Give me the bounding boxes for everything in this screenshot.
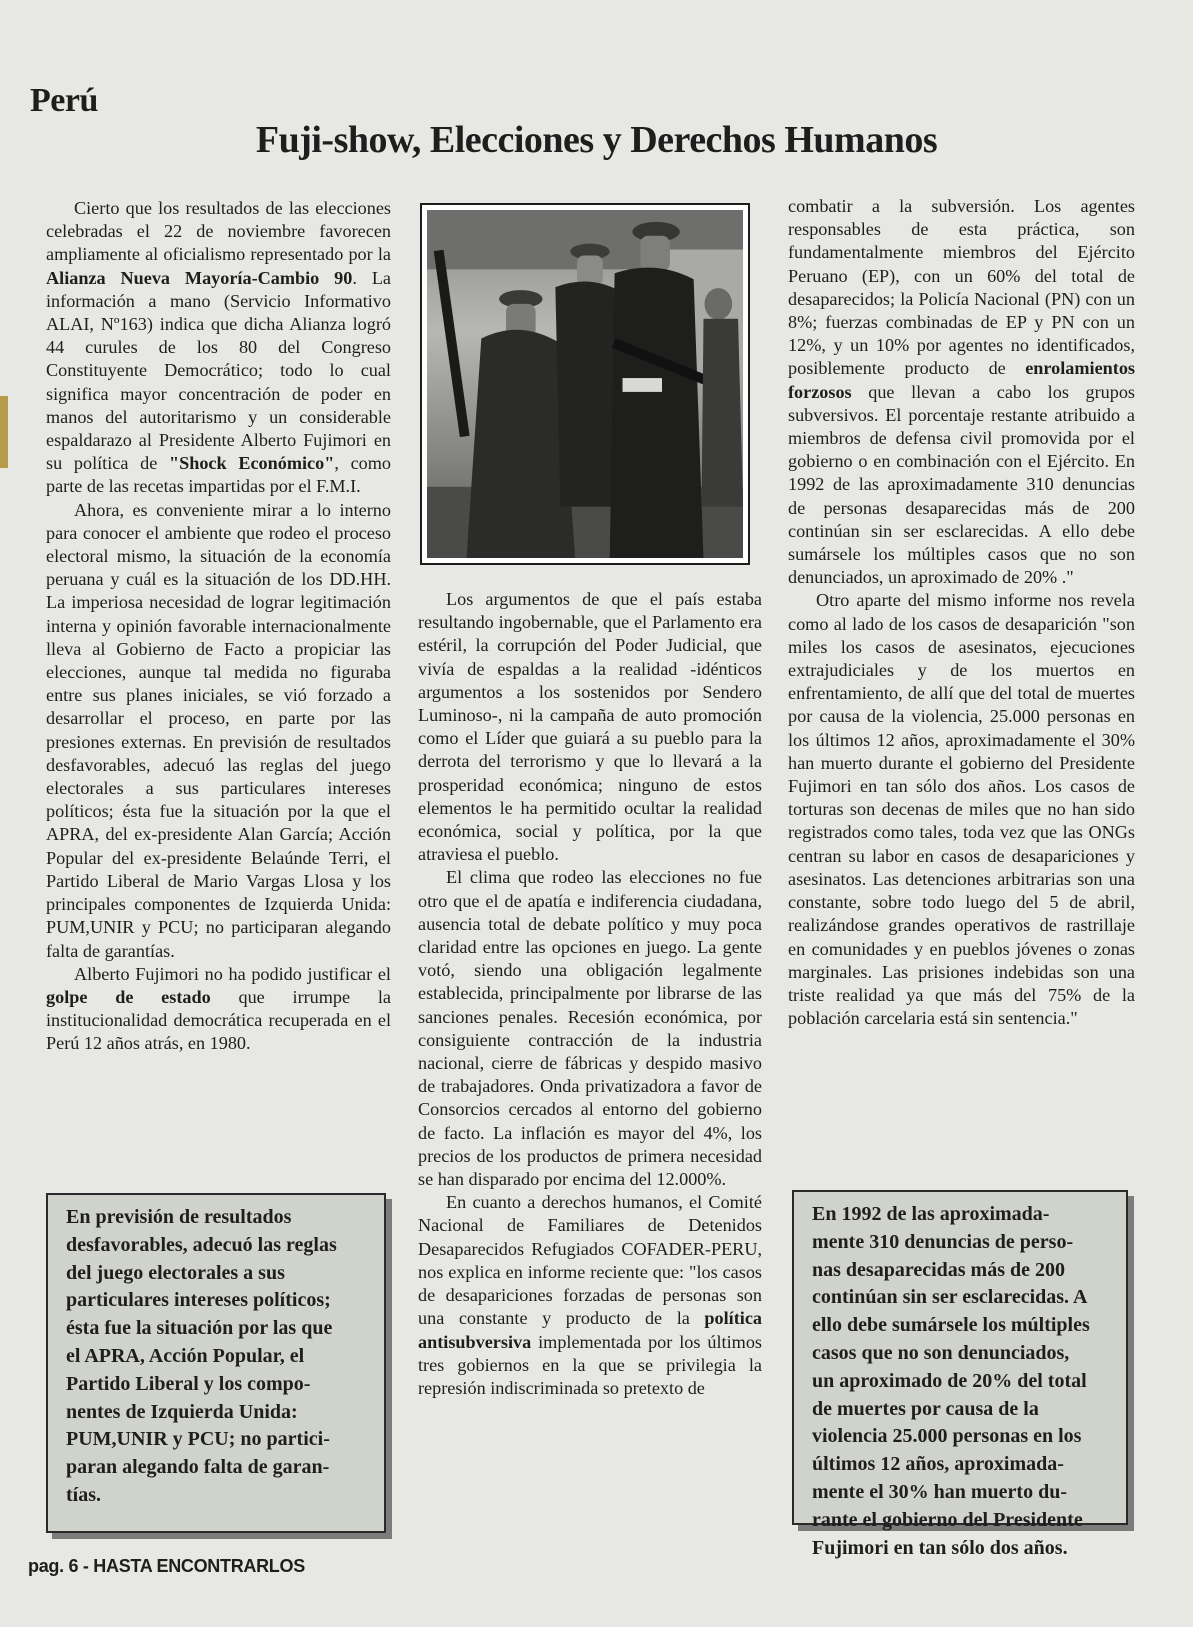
bold-term: Alianza Nueva Mayoría-Cambio 90 <box>46 267 353 288</box>
pullquote-line: el APRA, Acción Popular, el <box>66 1344 305 1367</box>
pullquote-line: mente 310 denuncias de perso- <box>812 1230 1074 1253</box>
page-footer: pag. 6 - HASTA ENCONTRARLOS <box>28 1556 305 1576</box>
article-headline: Fuji-show, Elecciones y Derechos Humanos <box>255 119 938 161</box>
pullquote-right <box>792 1190 1128 1559</box>
pullquote-line: últimos 12 años, aproximada- <box>812 1453 1064 1476</box>
pullquote-line: del juego electorales a sus <box>66 1261 285 1284</box>
article-column-3 <box>788 195 1135 1030</box>
paragraph: Ahora, es conveniente mirar a lo interno para conocer el ambiente que rodeo el proceso electoral mismo, la situación de la economía peruana y cuál es la situación de los DD.HH. La imperiosa necesidad de lograr legitimación interna y opinión favorable internacionalmente lleva al Gobierno de Facto a propiciar las elecciones, aunque tal medida no figuraba entre sus planes iniciales, se vió forzado a desarrollar el proceso, en parte por las presiones externas. En previsión de resultados desfavorables, adecuó las reglas del juego electorales a sus particulares intereses políticos; ésta fue la situación por la que el APRA, del ex-presidente Alan García; Acción Popular del ex-presidente Belaúnde Terri, el Partido Liberal de Mario Vargas Llosa y los principales componentes de Izquierda Unida: PUM,UNIR y PCU; no participaran alegando falta de garantías. <box>46 499 391 961</box>
pullquote-line: desfavorables, adecuó las reglas <box>66 1233 337 1256</box>
pullquote-line: casos que no son denunciados, <box>812 1341 1070 1364</box>
pullquote-line: Fujimori en tan sólo dos años. <box>812 1536 1068 1559</box>
paragraph: Otro aparte del mismo informe nos revela como al lado de los casos de desaparición "son miles los casos de asesinatos, ejecuciones extrajudiciales y de los muertos en enfrentamiento, de allí que del total de muertes por causa de la violencia, 25.000 personas en los últimos 12 años, aproximadamente el 30% han muerto durante el gobierno del Presidente Fujimori en tan sólo dos años. Los casos de torturas son decenas de miles que no han sido registrados como tales, toda vez que las ONGs centran su labor en casos de desapariciones y asesinatos. Las detenciones arbitrarias son una constante, sobre todo luego del 5 de abril, realizándose grandes operativos de rastrillaje en comunidades y en pueblos jóvenes o zonas marginales. Las prisiones indebidas son una triste realidad ya que más del 75% de la población carcelaria está sin sentencia." <box>788 590 1135 1029</box>
pullquote-line: tías. <box>66 1483 101 1506</box>
bold-term: golpe de estado <box>46 986 211 1007</box>
paragraph: Cierto que los resultados de las elecciones celebradas el 22 de noviembre favorecen ampliamente al oficialismo representado por la Alianza Nueva Mayoría-Cambio 90. La información a mano (Servicio Informativo ALAI, Nº163) indica que dicha Alianza logró 44 curules de los 80 del Congreso Constituyente Democrático; todo lo cual significa mayor concentración de poder en manos del autoritarismo y un considerable espaldarazo al Presidente Alberto Fujimori en su política de "Shock Económico", como parte de las recetas impartidas por el F.M.I. <box>46 198 391 497</box>
pullquote-line: ésta fue la situación por las que <box>66 1317 333 1340</box>
article-column-2 <box>418 588 762 1400</box>
pullquote-line: particulares intereses políticos; <box>66 1289 331 1312</box>
pullquote-line: un aproximado de 20% del total <box>812 1369 1087 1392</box>
paragraph: combatir a la subversión. Los agentes responsables de esta práctica, son fundamentalmente miembros del Ejército Peruano (EP), con un 60% del total de desaparecidos; la Policía Nacional (PN) con un 8%; fuerzas combinadas de EP y PN con un 12%, y un 10% por agentes no identificados, posiblemente producto de enrolamientos forzosos que llevan a cabo los grupos subversivos. El porcentaje restante atribuido a miembros de defensa civil promovida por el gobierno o en combinación con el Ejército. En 1992 de las aproximadamente 310 denuncias de personas desaparecidas más de 200 continúan sin ser esclarecidas. A ello debe sumársele los múltiples casos que no son denunciados, un aproximado de 20% ." <box>788 196 1135 588</box>
paragraph: El clima que rodeo las elecciones no fue otro que el de apatía e indiferencia ciudadana, ausencia total de debate político y muy poca claridad entre las opciones en juego. La gente votó, siendo una obligación legalmente establecida, principalmente por librarse de las sanciones penales. Recesión económica, por consiguiente contracción de la industria nacional, cierre de fábricas y despido masivo de trabajadores. Onda privatizadora a favor de Consorcios cercados al entorno del gobierno de facto. La inflación es mayor del 4%, los precios de los productos de primera necesidad se han disparado por encima del 12.000%. <box>418 867 762 1190</box>
pullquote-line: violencia 25.000 personas en los <box>812 1425 1082 1448</box>
pullquote-line: nas desaparecidas más de 200 <box>812 1258 1065 1281</box>
pullquote-line: PUM,UNIR y PCU; no partici- <box>66 1428 330 1451</box>
pullquote-line: paran alegando falta de garan- <box>66 1456 330 1479</box>
pullquote-line: de muertes por causa de la <box>812 1397 1039 1420</box>
bold-term: "Shock Económico" <box>169 453 335 474</box>
margin-tab <box>0 396 8 468</box>
pullquote-line: ello debe sumársele los múltiples <box>812 1314 1090 1337</box>
pullquote-line: En 1992 de las aproximada- <box>812 1203 1050 1225</box>
soldiers-photo-image <box>427 210 743 558</box>
paragraph: Los argumentos de que el país estaba resultando ingobernable, que el Parlamento era estéril, la corrupción del Poder Judicial, que vivía de espaldas a la realidad -idénticos argumentos a los sostenidos por Sendero Luminoso-, ni la campaña de auto promoción como el Líder que guiará a su pueblo para la derrota del terrorismo y que lo llevará a la prosperidad económica; ninguno de estos elementos le ha permitido ocultar la realidad económica, social y política, por la que atraviesa el pueblo. <box>418 589 762 865</box>
pullquote-line: continúan sin ser esclarecidas. A <box>812 1286 1088 1309</box>
soldiers-photo <box>420 203 750 565</box>
bold-term: política antisubversiva <box>418 1308 762 1352</box>
paragraph: En cuanto a derechos humanos, el Comité Nacional de Familiares de Detenidos Desaparecidos Refugiados COFADER-PERU, nos explica en informe reciente que: "los casos de desapariciones forzadas de personas son una constante y producto de la política antisubversiva implementada por los últimos tres gobiernos en la que se privilegia la represión indiscriminada so pretexto de <box>418 1192 762 1398</box>
pullquote-line: rante el gobierno del Presidente <box>812 1508 1083 1531</box>
pullquote-line: mente el 30% han muerto du- <box>812 1480 1067 1503</box>
paragraph: Alberto Fujimori no ha podido justificar el golpe de estado que irrumpe la institucionalidad democrática recuperada en el Perú 12 años atrás, en 1980. <box>46 963 391 1054</box>
bold-term: enrolamientos forzosos <box>788 358 1135 402</box>
pullquote-line: Partido Liberal y los compo- <box>66 1372 311 1395</box>
pullquote-left <box>46 1193 386 1533</box>
pullquote-line: nentes de Izquierda Unida: <box>66 1400 298 1423</box>
pullquote-line: En previsión de resultados <box>66 1206 292 1228</box>
section-label: Perú <box>30 82 98 119</box>
article-column-1 <box>46 197 391 1056</box>
